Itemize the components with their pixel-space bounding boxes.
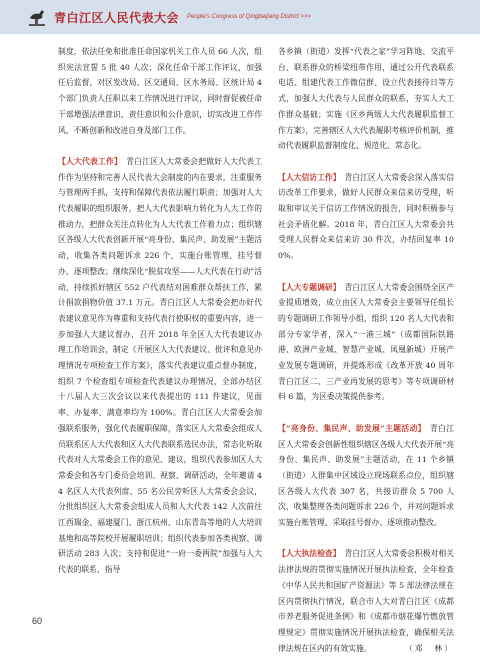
page-header — [0, 0, 480, 34]
section-body: 青白江区人大常委会创新性组织辖区各级人大代表开展“亮身份、集民声、助发展”主题活动，在 11 个乡镇（街道）人群集中区域设立现场联系点位，组织辖区各级人大代表 307 名，共接访群众 5 700 人次，收集整理各类问题诉求 226 个，并对问题诉求实施台账管理、采取挂号督办、逐项推动整改。 — [278, 423, 454, 528]
section-tag: 【“亮身份、集民声、助发展”主题活动】 — [278, 423, 422, 433]
section-tag: 【人大信访工作】 — [278, 172, 337, 182]
section-body: 青白江区人大常委会积极对相关法律法规的贯彻实施情况开展执法检查，全年检查《中华人民共和国矿产资源法》等 5 部法律法规在区内贯彻执行情况，联合市人大对青白江区《成都市养老服务促进条例》和《成都市烟花爆竹燃放管理规定》贯彻实施情况开展执法检查，确保相关法律法规在区内的有效实施。 — [278, 549, 455, 653]
right-column — [278, 44, 454, 656]
section-body: 青白江区人大常委会把做好人大代表工作作为坚持和完善人民代表大会制度的内在要求，注重服务与管理两手抓，支持和保障代表依法履行职责；加强对人大代表履职的组织服务，把人大代表影响力转化为人大工作的推动力，把群众关注点转化为人大代表工作着力点；组织辖区各级人大代表创新开展“亮身份、集民声、助发展”主题活动，收集各类问题诉求 226 个，实施台账管理、挂号督办、逐项整改；继续深化“脱贫攻坚——人大代表在行动”活动，持续抓好辖区 552 户代表结对困难群众帮扶工作，累计捐款捐物价值 37.1 万元。青白江区人大常委会把办好代表建议意见作为尊重和支持代表行使职权的重要内容，进一步加强人大建议督办，召开 2018 年全区人大代表建议办理工作培训会，制定《开展区人大代表建议、批评和意见办理情况专项检查工作方案》，落实代表建议重点督办制度，组织 7 个检查组专项检查代表建议办理情况，全部办结区十八届人大三次会议以来代表提出的 111 件建议，见面率、办复率、满意率均为 100%。青白江区人大常委会加强联系服务，强化代表履职保障，落实区人大常委会组成人员联系区人大代表和区人大代表联系选民办法，常态化听取代表对人大常委会工作的意见、建议，组织代表参加区人大常委会和各专门委员会培训、视察、调研活动，全年邀请 44 名区人大代表列席、55 名公民旁听区人大常委会会议，分批组织区人大常委会组成人员和人大代表 142 人次前往江西瑞金、福建厦门、浙江杭州、山东青岛等地的人大培训基地和高等院校开展履职培训；组织代表参加各类视察、调研活动 283 人次；支持和促进“一府一委两院”加强与人大代表的联系，指导 — [58, 156, 263, 575]
author-signature: （邓 林） — [405, 643, 454, 653]
section-law-inspection — [278, 546, 454, 656]
paragraph: 各乡镇（街道）发挥“代表之家”学习阵地、交流平台、联系群众的桥梁纽带作用，通过公开代表联系电话、组建代表工作微信群、设立代表接待日等方式，加强人大代表与人民群众的联系，夯实人大工作群众基础；实施《区乡两级人大代表履职监督工作方案》，完善辖区人大代表履职考核评价机制，推动代表履职监督制度化、规范化、常态化。 — [278, 47, 454, 151]
section-research — [278, 280, 454, 406]
section-tag: 【人大专题调研】 — [278, 282, 337, 292]
header-subtitle: People's Congress of Qingbaijiang District >>> — [187, 14, 312, 20]
section-petition-work — [278, 170, 454, 264]
paragraph: 制度，依法任免和批准任命国家机关工作人员 66 人次，组织宪法宣誓 5 批 40 人次；深化任命干部工作评议，加强任后监督，对区发改局、区交通局、区水务局、区统计局 4 个部门负责人任职以来工作情况进行评议，同时督促被任命干部增强法律意识、责任意识和公仆意识，切实改进工作作风，不断创新和改进自身及部门工作。 — [58, 47, 262, 135]
horse-statue-icon — [26, 6, 48, 28]
section-tag: 【人大代表工作】 — [58, 156, 119, 166]
header-title: 青白江区人民代表大会 — [54, 10, 180, 25]
section-tag: 【人大执法检查】 — [278, 549, 337, 559]
page-number: 60 — [32, 616, 43, 626]
section-theme-activity — [278, 421, 454, 531]
section-body: 青白江区人大常委会围绕全区产业提质增效，成立由区人大常委会主要领导任组长的专题调研工作领导小组，组织 120 名人大代表和部分专家学者，深入“一港三城”（成都国际铁路港、欧洲产业城、智慧产业城、凤凰新城）开展产业发展专题调研，并提炼形成《改革开放 40 周年青白江区二、三产业再发展的思考》等专项调研材料 6 篇，为区委决策提供参考。 — [278, 282, 455, 402]
section-body: 青白江区人大常委会深入落实信访改革工作要求，做好人民群众来信来访受理，听取和审议关于信访工作情况的报告，同时积极参与社会矛盾化解。2018 年，青白江区人大常委会共受理人民群众来信来访 30 件次，办结回复率 100%。 — [278, 172, 455, 261]
section-deputy-work — [58, 154, 262, 578]
left-column — [58, 44, 262, 578]
